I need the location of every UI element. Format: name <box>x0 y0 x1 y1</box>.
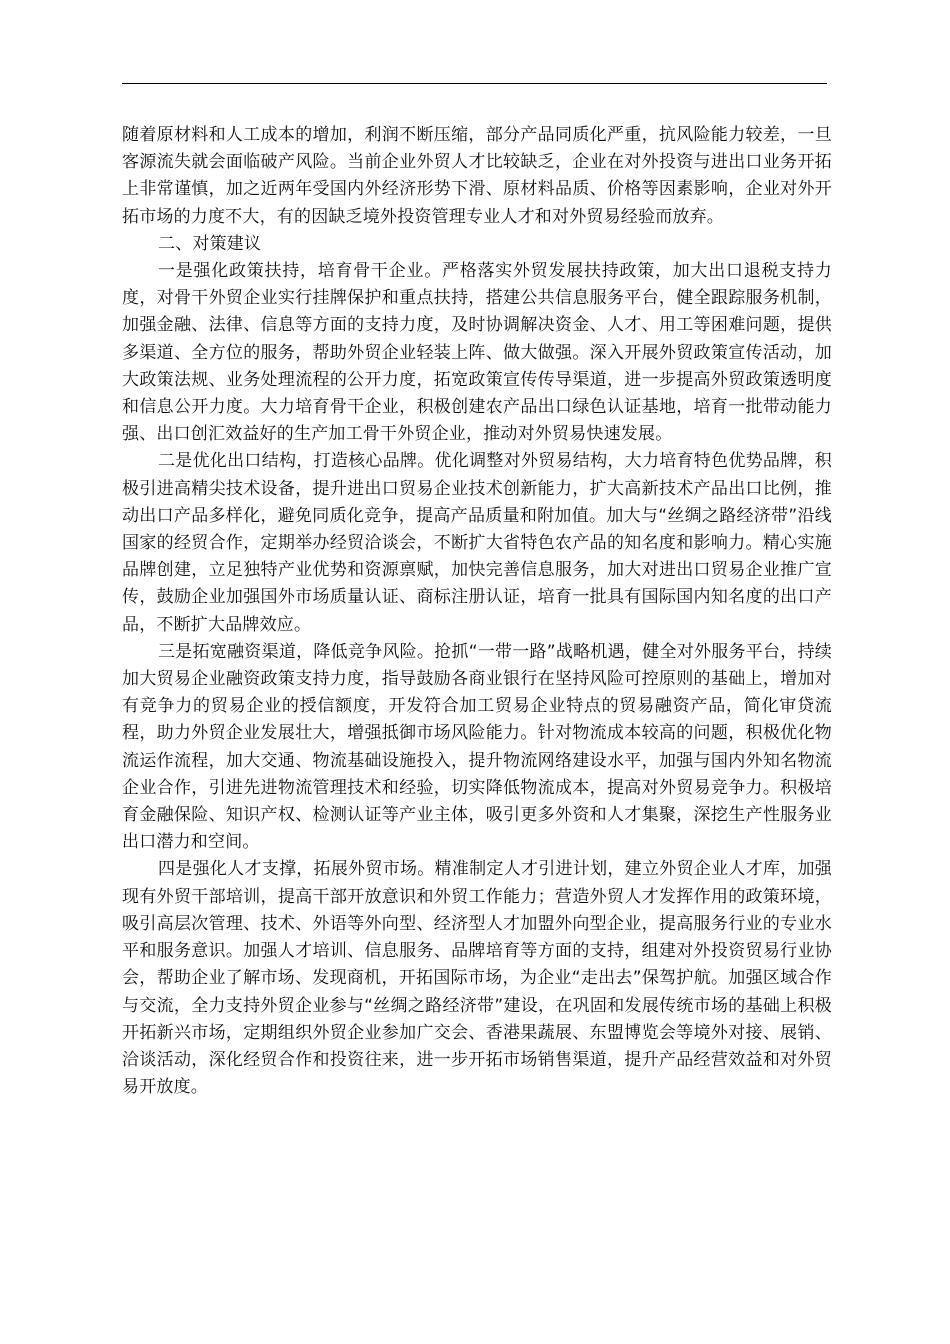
document-body <box>122 122 832 1101</box>
paragraph-financing-channels: 三是拓宽融资渠道，降低竞争风险。抢抓“一带一路”战略机遇，健全对外服务平台，持续加大贸易企业融资政策支持力度，指导鼓励各商业银行在坚持风险可控原则的基础上，增加对有竞争力的贸易企业的授信额度，开发符合加工贸易企业特点的贸易融资产品，简化审贷流程，助力外贸企业发展壮大，增强抵御市场风险能力。针对物流成本较高的问题，积极优化物流运作流程，加大交通、物流基础设施投入，提升物流网络建设水平，加强与国内外知名物流企业合作，引进先进物流管理技术和经验，切实降低物流成本，提高对外贸易竞争力。积极培育金融保险、知识产权、检测认证等产业主体，吸引更多外资和人才集聚，深挖生产性服务业出口潜力和空间。 <box>122 641 832 853</box>
section-heading-countermeasures: 二、对策建议 <box>158 233 262 254</box>
header-rule <box>122 83 827 84</box>
paragraph-continuation: 随着原材料和人工成本的增加，利润不断压缩，部分产品同质化严重，抗风险能力较差，一旦客源流失就会面临破产风险。当前企业外贸人才比较缺乏，企业在对外投资与进出口业务开拓上非常谨慎，加之近两年受国内外经济形势下滑、原材料品质、价格等因素影响，企业对外开拓市场的力度不大，有的因缺乏境外投资管理专业人才和对外贸易经验而放弃。 <box>122 125 832 227</box>
paragraph-policy-support: 一是强化政策扶持，培育骨干企业。严格落实外贸发展扶持政策，加大出口退税支持力度，对骨干外贸企业实行挂牌保护和重点扶持，搭建公共信息服务平台，健全跟踪服务机制，加强金融、法律、信息等方面的支持力度，及时协调解决资金、人才、用工等困难问题，提供多渠道、全方位的服务，帮助外贸企业轻装上阵、做大做强。深入开展外贸政策宣传活动，加大政策法规、业务处理流程的公开力度，拓宽政策宣传传导渠道，进一步提高外贸政策透明度和信息公开力度。大力培育骨干企业，积极创建农产品出口绿色认证基地，培育一批带动能力强、出口创汇效益好的生产加工骨干外贸企业，推动对外贸易快速发展。 <box>122 261 832 445</box>
paragraph-export-structure: 二是优化出口结构，打造核心品牌。优化调整对外贸易结构，大力培育特色优势品牌，积极引进高精尖技术设备，提升进出口贸易企业技术创新能力，扩大高新技术产品出口比例，推动出口产品多样化，避免同质化竞争，提高产品质量和附加值。加大与“丝绸之路经济带”沿线国家的经贸合作，定期举办经贸洽谈会，不断扩大省特色农产品的知名度和影响力。精心实施品牌创建，立足独特产业优势和资源禀赋，加快完善信息服务，加大对进出口贸易企业推广宣传，鼓励企业加强国外市场质量认证、商标注册认证，培育一批具有国际国内知名度的出口产品，不断扩大品牌效应。 <box>122 451 832 635</box>
paragraph-talent-support: 四是强化人才支撑，拓展外贸市场。精准制定人才引进计划，建立外贸企业人才库，加强现有外贸干部培训，提高干部开放意识和外贸工作能力；营造外贸人才发挥作用的政策环境，吸引高层次管理、技术、外语等外向型、经济型人才加盟外向型企业，提高服务行业的专业水平和服务意识。加强人才培训、信息服务、品牌培育等方面的支持，组建对外投资贸易行业协会，帮助企业了解市场、发现商机，开拓国际市场，为企业“走出去”保驾护航。加强区域合作与交流，全力支持外贸企业参与“丝绸之路经济带”建设，在巩固和发展传统市场的基础上积极开拓新兴市场，定期组织外贸企业参加广交会、香港果蔬展、东盟博览会等境外对接、展销、洽谈活动，深化经贸合作和投资往来，进一步开拓市场销售渠道，提升产品经营效益和对外贸易开放度。 <box>122 859 832 1098</box>
